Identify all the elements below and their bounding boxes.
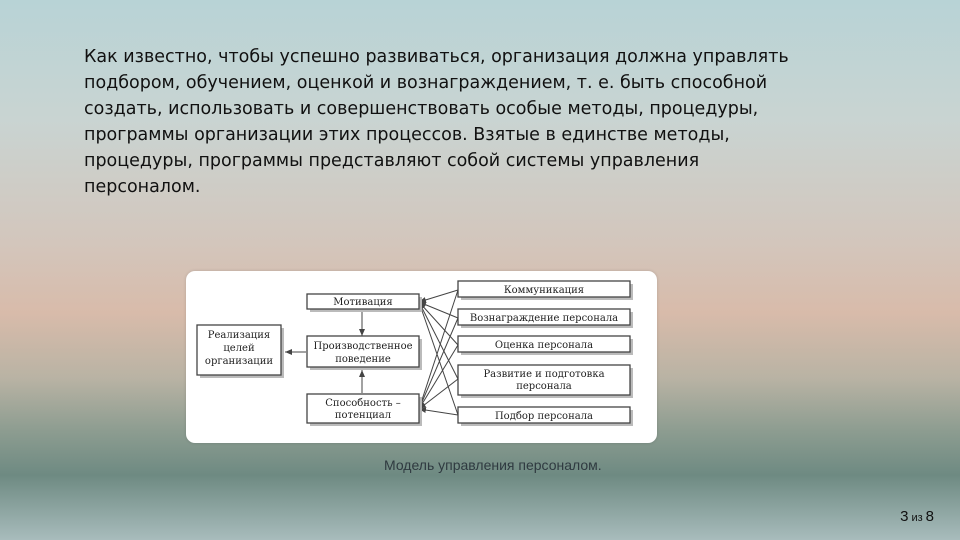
production-line-1: Производственное	[313, 341, 413, 352]
page-indicator	[900, 508, 934, 525]
page-separator: из	[911, 512, 923, 524]
personnel-management-diagram	[186, 271, 657, 443]
goals-line-1: Реализация	[207, 330, 271, 341]
development-line-2: персонала	[516, 381, 572, 392]
motivation-label: Мотивация	[333, 297, 393, 308]
page-total: 8	[925, 508, 934, 525]
selection-label: Подбор персонала	[494, 411, 594, 422]
evaluation-label: Оценка персонала	[494, 340, 594, 351]
reward-label: Вознаграждение персонала	[469, 313, 619, 324]
slide-paragraph: Как известно, чтобы успешно развиваться, организация должна управлять подбором, обучением, оценкой и вознаграждением, т. е. быть способной создать, использовать и совершенствовать особые методы, процедуры, программы организации этих процессов. Взятые в единстве методы, процедуры, программы представляют собой системы управления персоналом.	[84, 47, 789, 197]
goals-line-2: целей	[223, 343, 255, 354]
communication-label: Коммуникация	[503, 285, 585, 296]
figure-caption: Модель управления персоналом.	[384, 457, 602, 473]
development-line-1: Развитие и подготовка	[483, 369, 605, 380]
page-current: 3	[900, 508, 909, 525]
production-line-2: поведение	[335, 354, 391, 365]
ability-line-1: Способность –	[325, 398, 401, 409]
goals-line-3: организации	[204, 356, 274, 367]
ability-line-2: потенциал	[334, 410, 392, 421]
